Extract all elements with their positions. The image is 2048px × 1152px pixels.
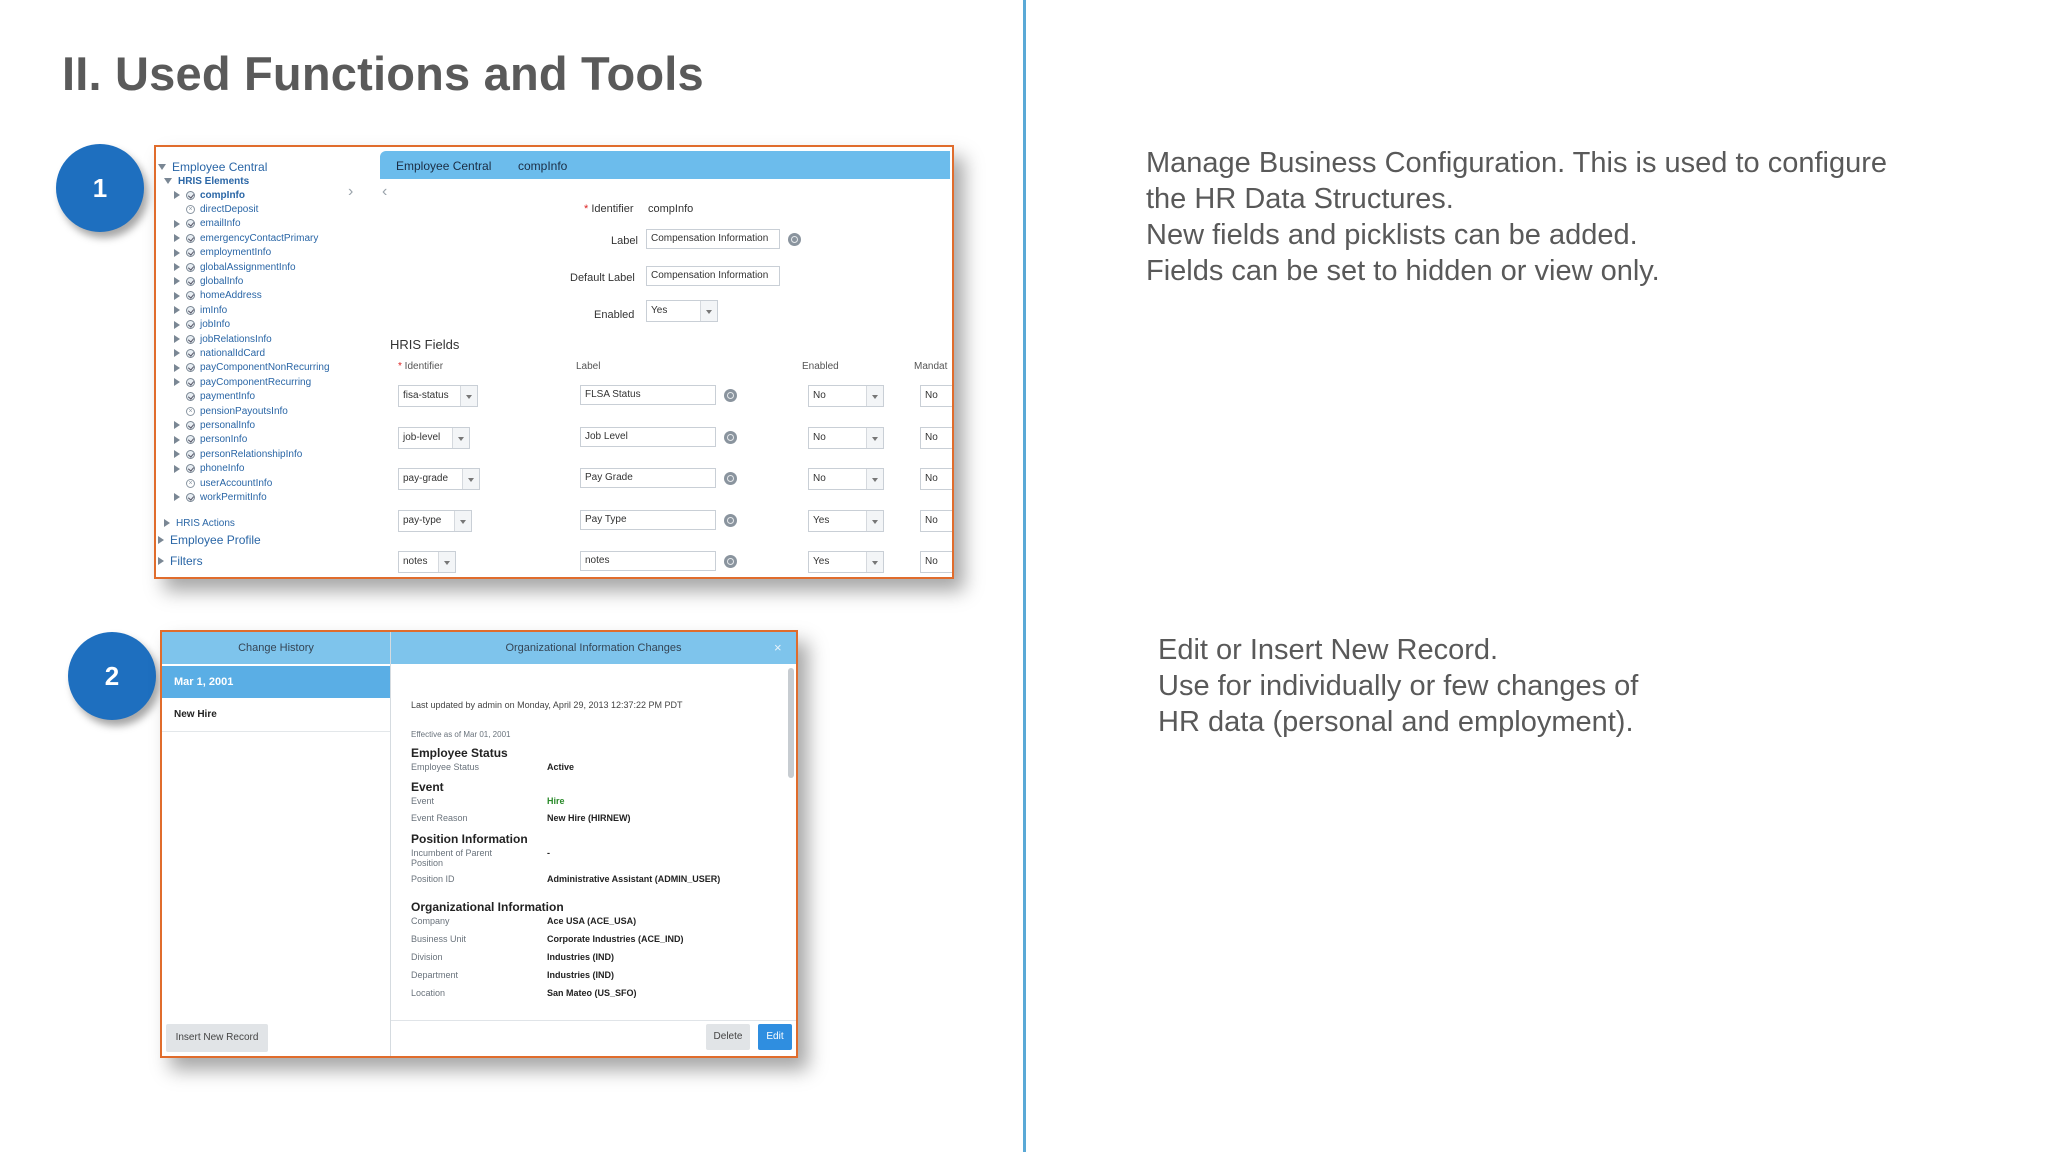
field-mandatory-select-value: No [925, 431, 938, 443]
expand-arrow-icon[interactable] [174, 277, 180, 285]
event-reason-label: Event Reason [411, 813, 468, 823]
last-updated-text: Last updated by admin on Monday, April 29, 2013 12:37:22 PM PDT [411, 700, 683, 710]
org-section-title: Organizational Information [411, 900, 564, 914]
tree-item-personalinfo[interactable] [174, 418, 255, 432]
translate-globe-icon[interactable] [724, 431, 737, 444]
field-label-input-value: Pay Grade [585, 472, 633, 483]
vertical-divider [1023, 0, 1026, 1152]
field-label-input-value: notes [585, 555, 610, 566]
field-label-input[interactable] [580, 510, 716, 530]
tree-item-paycomponentnonrecurring[interactable] [174, 361, 330, 375]
field-label-input-value: Job Level [585, 430, 628, 442]
col-label-header: Label [576, 361, 601, 372]
tree-employee-profile[interactable] [158, 533, 261, 547]
effective-date-text: Effective as of Mar 01, 2001 [411, 730, 511, 739]
close-icon[interactable]: × [774, 640, 782, 655]
field-identifier-select[interactable] [398, 427, 470, 449]
enabled-check-icon [186, 349, 195, 358]
identifier-value: compInfo [648, 203, 694, 215]
enabled-check-icon [186, 320, 195, 329]
tree-filters[interactable] [158, 554, 203, 568]
incumbent-label: Incumbent of Parent Position [411, 848, 493, 868]
tree-item-paymentinfo[interactable] [174, 390, 255, 404]
tree-item-paycomponentrecurring[interactable] [174, 375, 311, 389]
col-enabled-header: Enabled [802, 361, 839, 372]
disabled-icon: × [186, 407, 195, 416]
default-label-input[interactable]: Compensation Information [646, 266, 780, 286]
enabled-check-icon [186, 277, 195, 286]
enabled-check-icon [186, 335, 195, 344]
field-enabled-select[interactable] [808, 385, 884, 407]
expand-arrow-icon[interactable] [174, 450, 180, 458]
description-1-line: the HR Data Structures. [1146, 183, 1454, 215]
chevron-down-icon[interactable] [866, 511, 883, 531]
enabled-check-icon [186, 435, 195, 444]
field-identifier-select[interactable] [398, 551, 456, 573]
event-section-title: Event [411, 780, 444, 794]
translate-globe-icon[interactable] [724, 472, 737, 485]
field-enabled-select[interactable] [808, 510, 884, 532]
location-value: San Mateo (US_SFO) [547, 988, 637, 998]
tree-item-label: compInfo [200, 189, 245, 201]
tree-item-label: imInfo [200, 304, 228, 316]
translate-globe-icon[interactable] [724, 514, 737, 527]
tree-item-label: jobRelationsInfo [200, 333, 272, 345]
enabled-check-icon [186, 464, 195, 473]
tree-item-label: pensionPayoutsInfo [200, 405, 288, 417]
field-mandatory-select[interactable] [920, 427, 954, 449]
field-mandatory-select-value: No [925, 514, 938, 526]
history-date-item[interactable]: Mar 1, 2001 [162, 666, 390, 698]
field-enabled-select[interactable] [808, 427, 884, 449]
expand-arrow-icon[interactable] [174, 436, 180, 444]
expand-arrow-icon[interactable] [174, 191, 180, 199]
expand-arrow-icon[interactable] [174, 263, 180, 271]
employee-status-label: Employee Status [411, 762, 480, 772]
chevron-down-icon[interactable] [460, 386, 477, 406]
business-unit-label: Business Unit [411, 934, 467, 944]
breadcrumb-employee-central[interactable]: Employee Central [396, 159, 492, 173]
field-enabled-select-value: No [813, 390, 826, 401]
chevron-down-icon[interactable] [452, 428, 469, 448]
expand-arrow-icon[interactable] [174, 249, 180, 257]
event-reason-value: New Hire (HIRNEW) [547, 813, 631, 823]
tree-item-phoneinfo[interactable] [174, 462, 245, 476]
tree-item-emergencycontactprimary[interactable] [174, 231, 318, 245]
expand-arrow-icon[interactable] [174, 349, 180, 357]
org-info-details [391, 664, 796, 1024]
change-history-header: Change History [162, 632, 390, 664]
description-2-line: Use for individually or few changes of [1158, 670, 1639, 702]
tree-item-homeaddress[interactable] [174, 289, 262, 303]
field-label-input[interactable] [580, 427, 716, 447]
enabled-label: Enabled [594, 309, 635, 321]
tree-item-employmentinfo[interactable] [174, 246, 271, 260]
enabled-check-icon [186, 450, 195, 459]
field-enabled-select-value: No [813, 473, 826, 484]
tree-item-label: workPermitInfo [200, 491, 267, 503]
tree-hris-actions[interactable] [164, 516, 235, 530]
position-id-label: Position ID [411, 874, 455, 884]
tree-item-label: nationalIdCard [200, 347, 266, 359]
breadcrumb-compinfo: compInfo [518, 159, 568, 173]
tree-item-label: payComponentNonRecurring [200, 362, 330, 374]
tree-item-label: jobInfo [200, 319, 231, 331]
tree-item-pensionpayoutsinfo[interactable] [174, 404, 288, 418]
field-enabled-select-value: Yes [813, 514, 830, 526]
chevron-down-icon[interactable] [700, 301, 717, 321]
expand-arrow-icon[interactable] [174, 335, 180, 343]
field-identifier-select[interactable] [398, 468, 480, 490]
tree-item-label: paymentInfo [200, 391, 256, 403]
col-identifier-header: * Identifier [398, 361, 444, 372]
insert-new-record-button[interactable]: Insert New Record [166, 1024, 268, 1052]
event-value: Hire [547, 796, 565, 806]
field-label-input[interactable] [580, 468, 716, 488]
enabled-check-icon [186, 248, 195, 257]
disabled-icon: × [186, 479, 195, 488]
tree-item-label: globalInfo [200, 275, 244, 287]
field-label-input[interactable] [580, 551, 716, 571]
tree-item-jobrelationsinfo[interactable] [174, 332, 272, 346]
expand-arrow-icon[interactable] [174, 364, 180, 372]
chevron-down-icon[interactable] [454, 511, 471, 531]
description-2-line: Edit or Insert New Record. [1158, 634, 1499, 666]
expand-arrow-icon[interactable] [174, 234, 180, 242]
label-input[interactable]: Compensation Information [646, 229, 780, 249]
hris-fields-title: HRIS Fields [390, 337, 460, 352]
field-identifier-select[interactable] [398, 385, 478, 407]
department-label: Department [411, 970, 459, 980]
division-value: Industries (IND) [547, 952, 615, 962]
tree-item-label: employmentInfo [200, 247, 272, 259]
division-label: Division [411, 952, 443, 962]
enabled-check-icon [186, 306, 195, 315]
position-id-value: Administrative Assistant (ADMIN_USER) [547, 874, 721, 884]
expand-arrow-icon[interactable] [158, 536, 164, 544]
event-label: Event [411, 796, 435, 806]
field-label-input-value: Pay Type [585, 513, 627, 525]
chevron-down-icon[interactable] [438, 552, 455, 572]
field-identifier-select-value: pay-type [403, 514, 442, 526]
expand-arrow-icon[interactable] [174, 321, 180, 329]
tree-hris-actions-label: HRIS Actions [176, 517, 235, 529]
chevron-down-icon[interactable] [866, 469, 883, 489]
step-badge-2: 2 [68, 632, 156, 720]
org-info-changes-header: Organizational Information Changes [391, 632, 796, 664]
tree-hris-elements[interactable] [164, 174, 249, 188]
description-1-line: Fields can be set to hidden or view only. [1146, 255, 1660, 287]
tree-item-label: phoneInfo [200, 463, 245, 475]
expand-arrow-icon[interactable] [174, 421, 180, 429]
position-section-title: Position Information [411, 832, 528, 846]
col-mandatory-header: Mandat [914, 361, 948, 372]
tree-item-label: emailInfo [200, 218, 241, 230]
description-2 [1158, 632, 1638, 740]
enabled-check-icon [186, 421, 195, 430]
expand-arrow-icon[interactable] [158, 557, 164, 565]
tree-item-personinfo[interactable] [174, 433, 247, 447]
expand-arrow-icon[interactable] [174, 220, 180, 228]
department-value: Industries (IND) [547, 970, 615, 980]
location-label: Location [411, 988, 446, 998]
breadcrumb-header [380, 151, 950, 179]
chevron-down-icon[interactable] [866, 428, 883, 448]
company-value: Ace USA (ACE_USA) [547, 916, 637, 926]
default-label-label: Default Label [570, 272, 635, 284]
tree-item-nationalidcard[interactable] [174, 346, 265, 360]
step-badge-1: 1 [56, 144, 144, 232]
field-identifier-select-value: fisa-status [403, 390, 449, 401]
tree-item-label: homeAddress [200, 290, 262, 302]
label-field-label: Label [611, 235, 638, 247]
slide-title: II. Used Functions and Tools [62, 47, 704, 100]
employee-status-value: Active [547, 762, 575, 772]
field-mandatory-select[interactable] [920, 385, 954, 407]
field-mandatory-select[interactable] [920, 510, 954, 532]
field-identifier-select[interactable] [398, 510, 472, 532]
expand-arrow-icon[interactable] [174, 292, 180, 300]
description-1 [1146, 145, 1887, 289]
tree-item-label: personRelationshipInfo [200, 448, 303, 460]
enabled-check-icon [186, 363, 195, 372]
field-mandatory-select-value: No [925, 473, 938, 484]
disabled-icon: × [186, 205, 195, 214]
description-1-line: New fields and picklists can be added. [1146, 219, 1638, 251]
tree-item-label: emergencyContactPrimary [200, 232, 319, 244]
field-identifier-select-value: pay-grade [403, 473, 449, 484]
edit-button[interactable]: Edit [758, 1024, 792, 1050]
config-tree [156, 147, 356, 577]
tree-root-employee-central[interactable] [158, 160, 267, 174]
field-mandatory-select[interactable] [920, 551, 954, 573]
field-enabled-select-value: No [813, 431, 826, 443]
tree-item-jobinfo[interactable] [174, 318, 230, 332]
enabled-check-icon [186, 191, 195, 200]
enabled-check-icon [186, 493, 195, 502]
enabled-check-icon [186, 219, 195, 228]
tree-item-emailinfo[interactable] [174, 217, 241, 231]
tree-item-label: directDeposit [200, 203, 259, 215]
tree-item-label: payComponentRecurring [200, 376, 312, 388]
field-enabled-select[interactable] [808, 468, 884, 490]
expand-arrow-icon[interactable] [174, 378, 180, 386]
enabled-select[interactable] [646, 300, 718, 322]
expand-arrow-icon[interactable] [164, 178, 172, 184]
collapse-left-icon[interactable]: ‹ [382, 183, 388, 200]
enabled-check-icon [186, 378, 195, 387]
history-event-new-hire[interactable]: New Hire [162, 698, 390, 732]
expand-arrow-icon[interactable] [158, 164, 166, 170]
expand-arrow-icon[interactable] [164, 519, 170, 527]
field-enabled-select-value: Yes [813, 556, 830, 567]
tree-item-iminfo[interactable] [174, 303, 227, 317]
field-mandatory-select-value: No [925, 556, 938, 567]
translate-globe-icon[interactable] [724, 555, 737, 568]
enabled-check-icon [186, 392, 195, 401]
change-history-screenshot [160, 630, 798, 1058]
delete-button[interactable]: Delete [706, 1024, 750, 1050]
translate-globe-icon[interactable] [724, 389, 737, 402]
tree-item-personrelationshipinfo[interactable] [174, 447, 302, 461]
tree-employee-profile-label: Employee Profile [170, 533, 261, 547]
collapse-right-icon[interactable]: › [348, 183, 354, 200]
chevron-down-icon[interactable] [866, 552, 883, 572]
description-2-line: HR data (personal and employment). [1158, 706, 1634, 738]
expand-arrow-icon[interactable] [174, 306, 180, 314]
chevron-down-icon[interactable] [462, 469, 479, 489]
chevron-down-icon[interactable] [866, 386, 883, 406]
tree-item-directdeposit[interactable] [174, 202, 258, 216]
enabled-check-icon [186, 234, 195, 243]
field-label-input-value: FLSA Status [585, 389, 641, 400]
enabled-check-icon [186, 263, 195, 272]
tree-item-label: globalAssignmentInfo [200, 261, 296, 273]
tree-item-label: personalInfo [200, 419, 256, 431]
field-identifier-select-value: job-level [403, 431, 441, 443]
field-identifier-select-value: notes [403, 556, 428, 567]
business-config-screenshot [154, 145, 954, 579]
business-unit-value: Corporate Industries (ACE_IND) [547, 934, 684, 944]
description-1-line: Manage Business Configuration. This is used to configure [1146, 147, 1888, 179]
expand-arrow-icon[interactable] [174, 465, 180, 473]
tree-item-compinfo[interactable] [174, 188, 245, 202]
field-label-input[interactable] [580, 385, 716, 405]
enabled-select-value: Yes [651, 305, 668, 316]
tree-filters-label: Filters [170, 554, 203, 568]
enabled-check-icon [186, 291, 195, 300]
tree-hris-elements-label: HRIS Elements [178, 175, 250, 187]
tree-item-globalassignmentinfo[interactable] [174, 260, 296, 274]
field-mandatory-select-value: No [925, 390, 938, 401]
expand-arrow-icon[interactable] [174, 493, 180, 501]
identifier-label: * Identifier [584, 203, 634, 215]
tree-item-useraccountinfo[interactable] [174, 476, 272, 490]
incumbent-value: - [547, 848, 550, 858]
tree-item-workpermitinfo[interactable] [174, 490, 267, 504]
employee-status-section-title: Employee Status [411, 746, 508, 760]
field-enabled-select[interactable] [808, 551, 884, 573]
company-label: Company [411, 916, 450, 926]
tree-item-label: personInfo [200, 434, 248, 446]
translate-globe-icon[interactable] [788, 233, 801, 246]
tree-item-globalinfo[interactable] [174, 274, 243, 288]
field-mandatory-select[interactable] [920, 468, 954, 490]
tree-item-label: userAccountInfo [200, 477, 273, 489]
tree-root-label: Employee Central [172, 160, 268, 174]
